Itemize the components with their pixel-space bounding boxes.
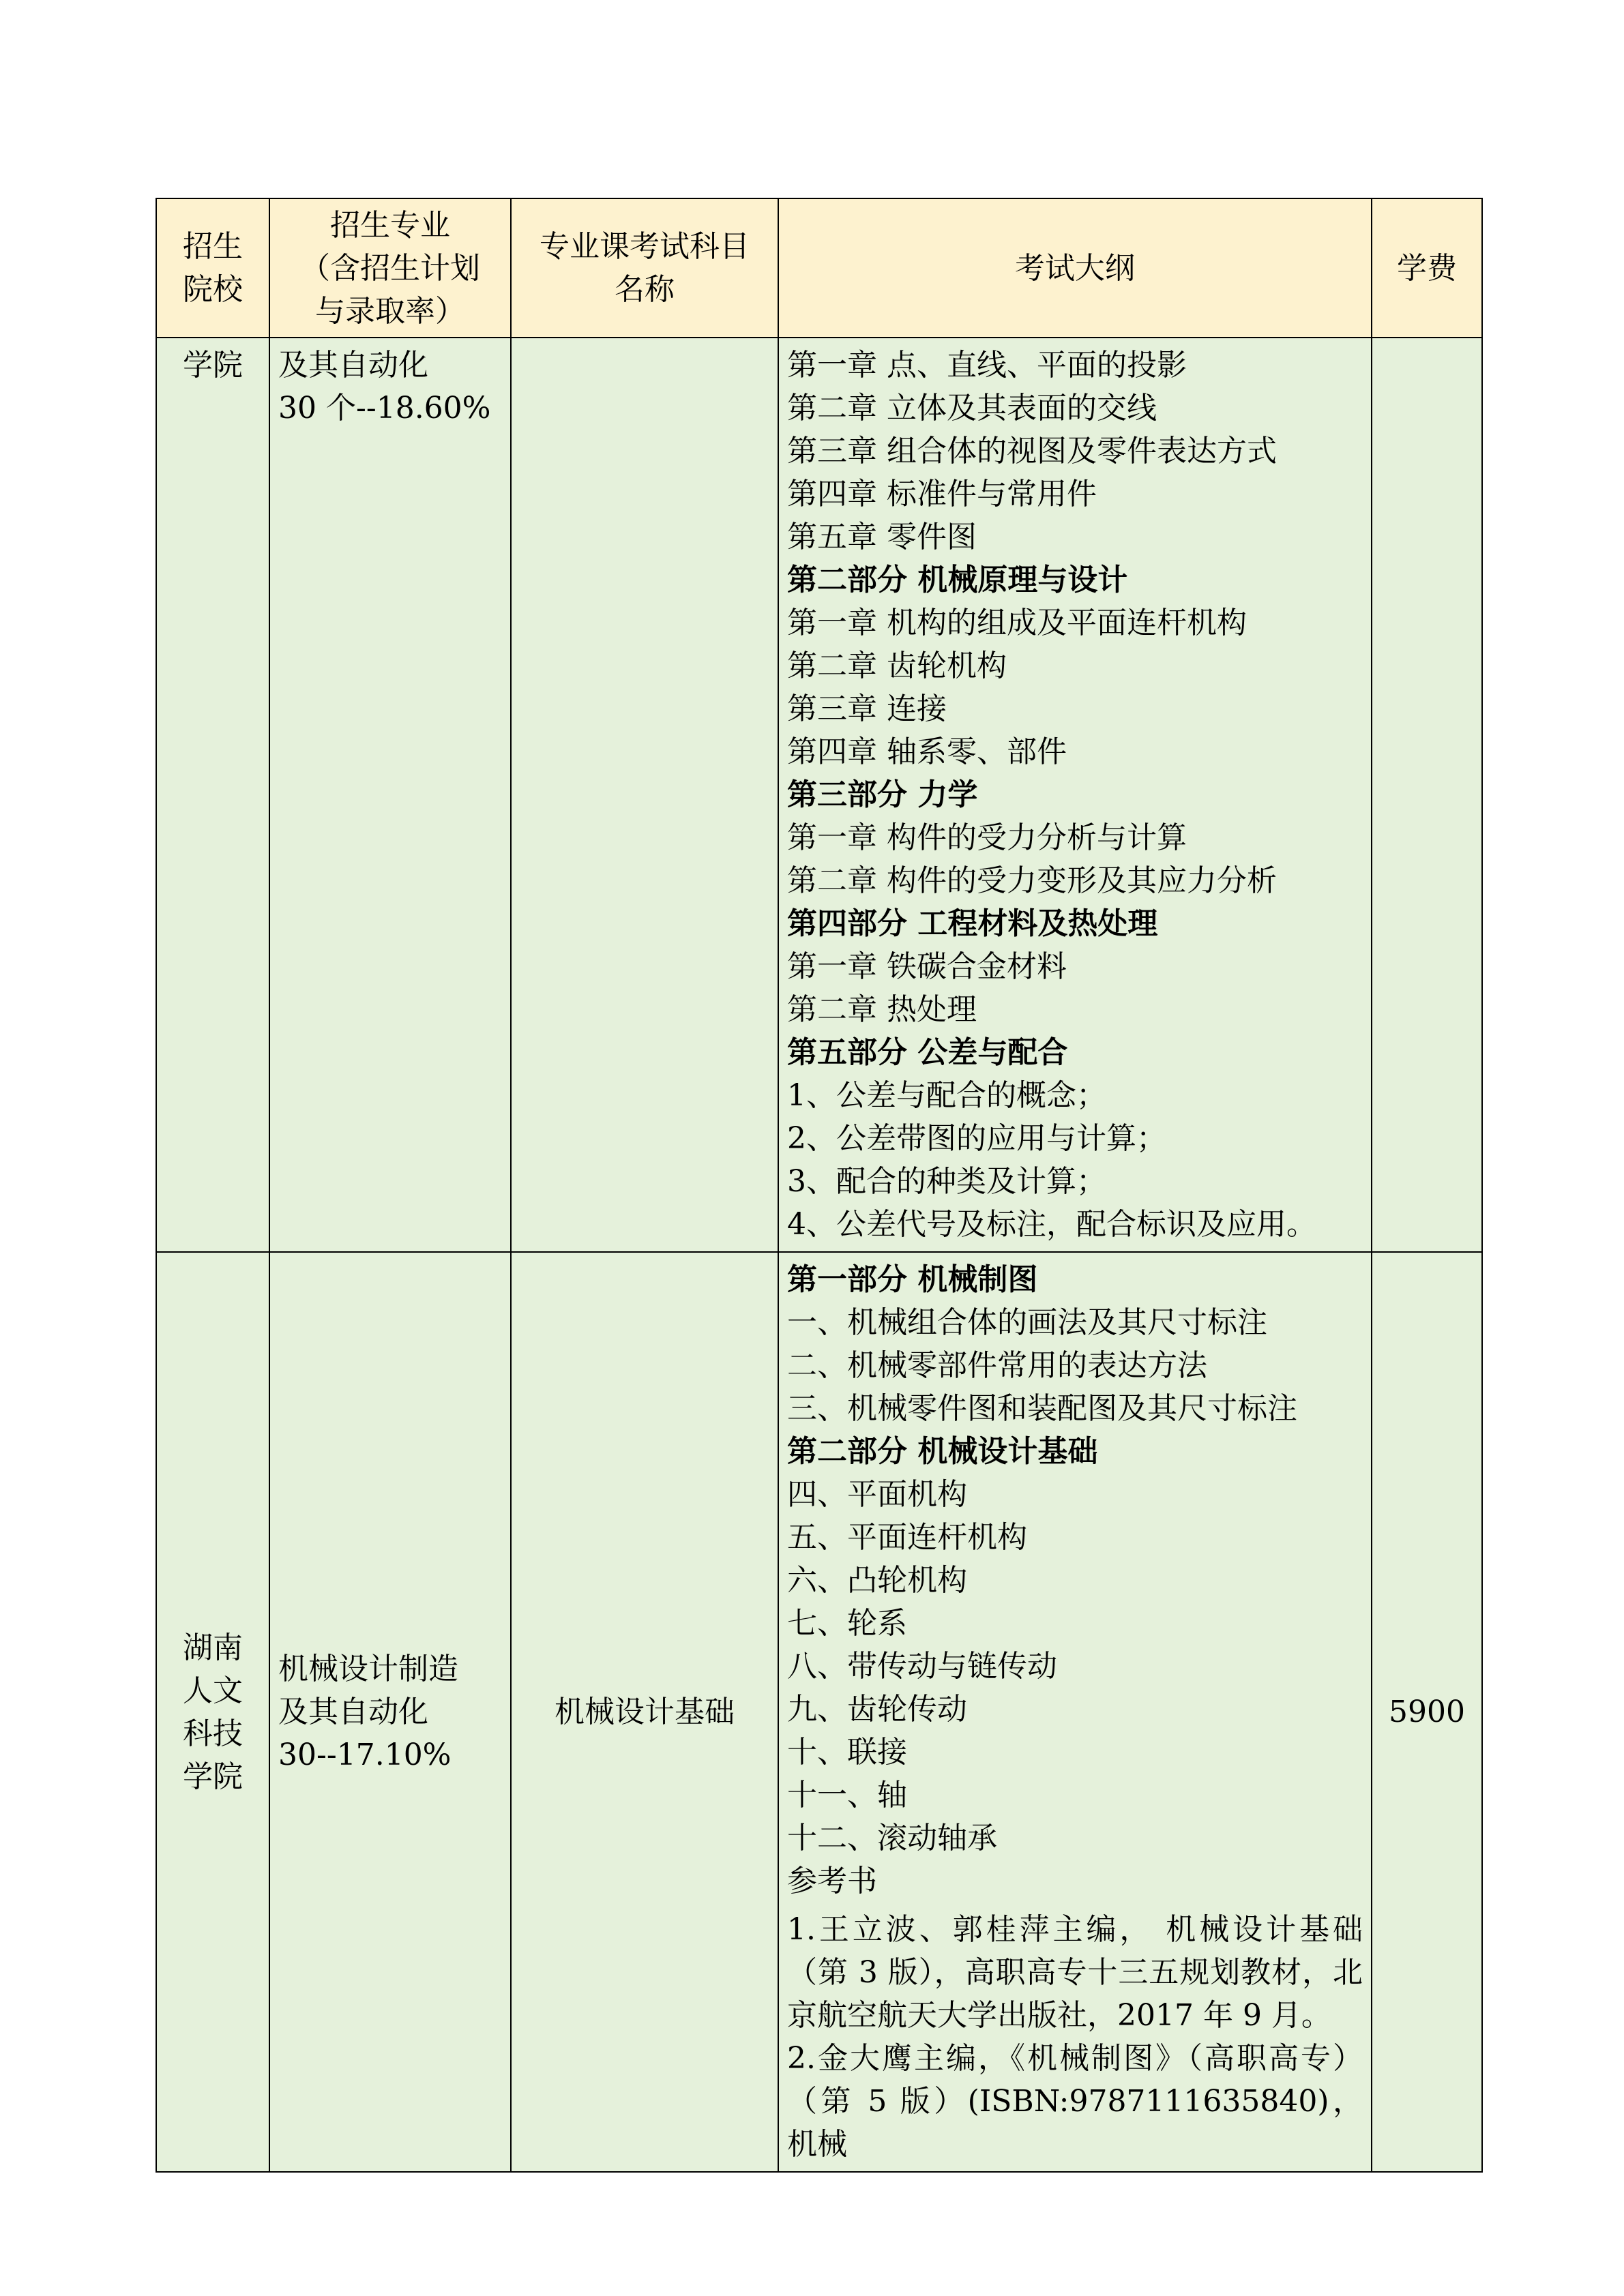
outline-item: 3、配合的种类及计算； [787, 1164, 1106, 1199]
outline-section-heading: 第二部分 机械设计基础 [787, 1434, 1098, 1469]
major-line: 机械设计制造 [278, 1652, 458, 1686]
outline-cell [778, 1252, 1372, 2172]
outline-item: 第四章 标准件与常用件 [787, 477, 1097, 511]
fee-cell [1372, 338, 1482, 1252]
school-name-line: 湖南 [183, 1630, 243, 1665]
major-line: 30--17.10% [278, 1738, 452, 1772]
header-subject-line: 专业课考试科目 [540, 229, 750, 264]
table-row [156, 338, 1482, 1252]
outline-item: 第一章 点、直线、平面的投影 [787, 348, 1187, 383]
outline-item: 第二章 齿轮机构 [787, 648, 1007, 683]
outline-item: 2、公差带图的应用与计算； [787, 1121, 1166, 1156]
school-cell [156, 1252, 269, 2172]
reference-item: 1.王立波、郭桂萍主编， 机械设计基础（第 3 版），高职高专十三五规划教材，北京航空航天大学出版社，2017 年 9 月。 [787, 1912, 1363, 2033]
header-school-line: 院校 [183, 272, 243, 307]
outline-item: 第三章 组合体的视图及零件表达方式 [787, 434, 1277, 468]
header-outline [778, 198, 1372, 338]
outline-item: 一、机械组合体的画法及其尺寸标注 [787, 1305, 1267, 1340]
outline-item: 第二章 立体及其表面的交线 [787, 391, 1157, 426]
outline-item: 七、轮系 [787, 1606, 907, 1641]
outline-list [779, 338, 1371, 1251]
outline-item: 五、平面连杆机构 [787, 1520, 1027, 1555]
header-school [156, 198, 269, 338]
major-cell [269, 1252, 511, 2172]
header-outline-label: 考试大纲 [1015, 250, 1135, 286]
header-subject-line: 名称 [615, 272, 675, 307]
outline-item: 九、齿轮传动 [787, 1692, 967, 1727]
header-major-line: 招生专业 [330, 207, 450, 243]
outline-item: 第一章 机构的组成及平面连杆机构 [787, 606, 1247, 640]
outline-item: 十一、轴 [787, 1778, 907, 1813]
table-row [156, 1252, 1482, 2172]
school-cell [156, 338, 269, 1252]
outline-item: 二、机械零部件常用的表达方法 [787, 1348, 1207, 1383]
outline-item: 第五章 零件图 [787, 520, 977, 554]
major-line: 及其自动化 [278, 348, 428, 383]
outline-section-heading: 第四部分 工程材料及热处理 [787, 906, 1158, 941]
major-line: 及其自动化 [278, 1695, 428, 1729]
table-header-row [156, 198, 1482, 338]
header-fee [1372, 198, 1482, 338]
outline-item: 十、联接 [787, 1735, 907, 1770]
subject-name: 机械设计基础 [555, 1695, 735, 1729]
outline-item: 4、公差代号及标注，配合标识及应用。 [787, 1207, 1316, 1242]
outline-item: 参考书 [787, 1864, 877, 1898]
header-subject [511, 198, 778, 338]
header-major-line: （含招生计划 [300, 250, 480, 286]
school-name: 学院 [183, 348, 243, 383]
outline-item: 第一章 构件的受力分析与计算 [787, 820, 1187, 855]
outline-item: 第二章 构件的受力变形及其应力分析 [787, 863, 1277, 898]
header-major [269, 198, 511, 338]
outline-item: 六、凸轮机构 [787, 1563, 967, 1598]
major-cell [269, 338, 511, 1252]
subject-cell [511, 338, 778, 1252]
school-name-line: 科技 [183, 1716, 243, 1751]
header-major-line: 与录取率） [315, 293, 465, 329]
fee-cell [1372, 1252, 1482, 2172]
outline-list [779, 1253, 1371, 1908]
outline-item: 第四章 轴系零、部件 [787, 734, 1067, 769]
header-fee-label: 学费 [1397, 250, 1457, 286]
outline-item: 第一章 铁碳合金材料 [787, 949, 1067, 984]
admissions-table [156, 198, 1483, 2173]
outline-item: 1、公差与配合的概念； [787, 1078, 1106, 1113]
outline-section-heading: 第五部分 公差与配合 [787, 1035, 1068, 1070]
header-school-line: 招生 [183, 229, 243, 264]
outline-cell [778, 338, 1372, 1252]
outline-section-heading: 第二部分 机械原理与设计 [787, 563, 1128, 597]
fee-value: 5900 [1389, 1695, 1465, 1729]
outline-item: 十二、滚动轴承 [787, 1821, 997, 1855]
reference-list [779, 1908, 1371, 2171]
outline-section-heading: 第一部分 机械制图 [787, 1262, 1038, 1297]
reference-item: 2.金大鹰主编，《机械制图》（高职高专）（第 5 版）(ISBN:9787111635840)，机械 [787, 2041, 1363, 2162]
major-line: 30 个--18.60% [278, 391, 491, 426]
school-name-line: 学院 [183, 1759, 243, 1794]
outline-item: 三、机械零件图和装配图及其尺寸标注 [787, 1391, 1297, 1426]
subject-cell [511, 1252, 778, 2172]
outline-item: 八、带传动与链传动 [787, 1649, 1057, 1684]
outline-item: 第三章 连接 [787, 691, 947, 726]
school-name-line: 人文 [183, 1673, 243, 1708]
outline-item: 第二章 热处理 [787, 992, 977, 1027]
outline-section-heading: 第三部分 力学 [787, 777, 978, 812]
outline-item: 四、平面机构 [787, 1477, 967, 1512]
